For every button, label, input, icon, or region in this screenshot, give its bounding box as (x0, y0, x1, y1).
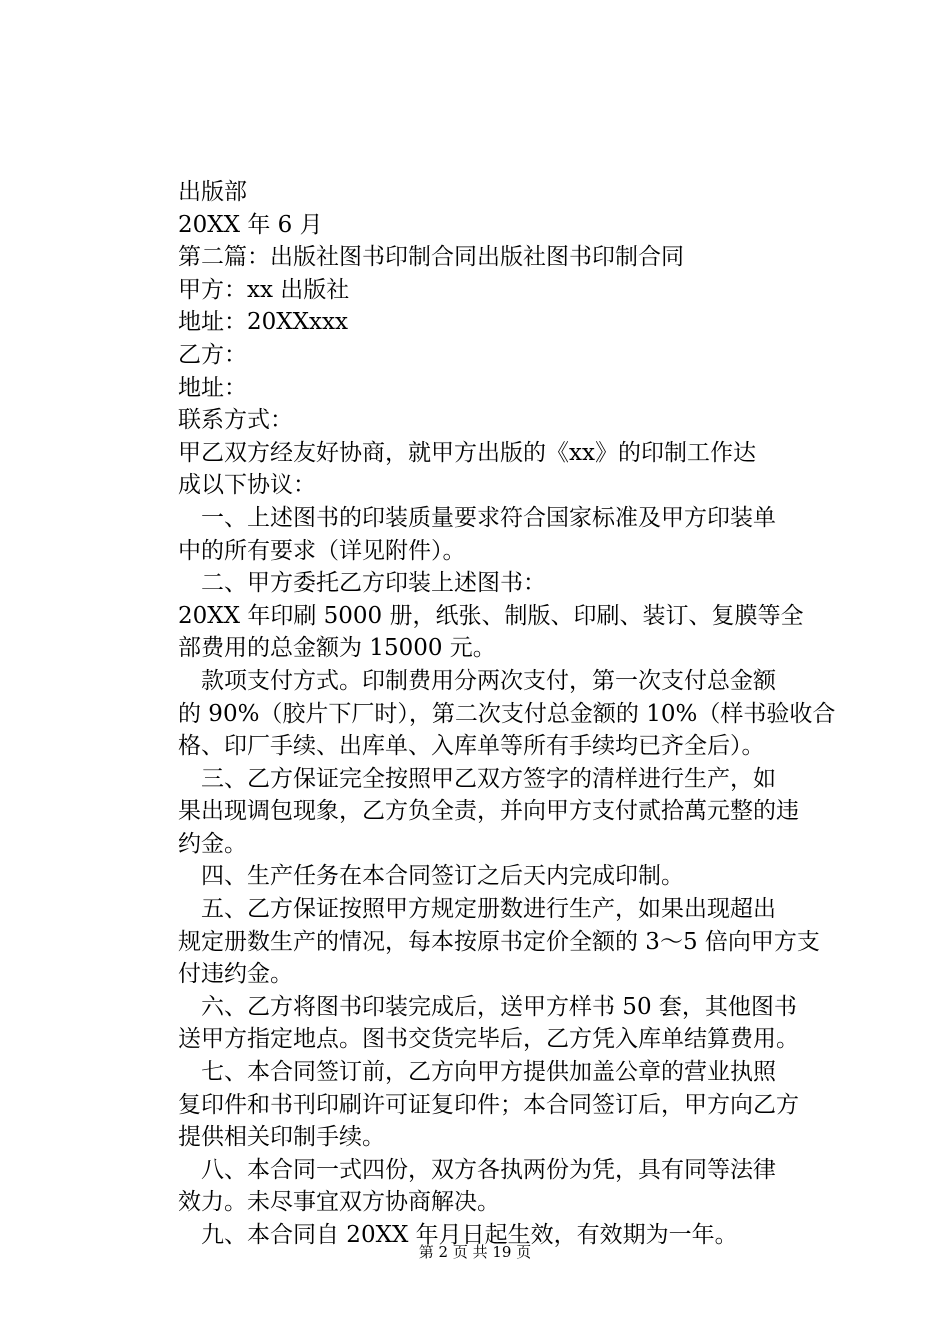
text-line: 成以下协议： (178, 472, 316, 499)
text-line: 格、印厂手续、出库单、入库单等所有手续均已齐全后）。 (178, 733, 765, 760)
text-line: 甲方：xx 出版社 (178, 276, 350, 303)
page-footer (0, 1242, 950, 1262)
text-line: 20XX 年 6 月 (178, 211, 323, 238)
clause-line: 七、本合同签订前，乙方向甲方提供加盖公章的营业执照 (178, 1059, 776, 1086)
text-line: 送甲方指定地点。图书交货完毕后，乙方凭入库单结算费用。 (178, 1026, 799, 1053)
clause-line: 九、本合同自 20XX 年月日起生效，有效期为一年。 (178, 1222, 738, 1248)
text-line: 规定册数生产的情况，每本按原书定价全额的 3～5 倍向甲方支 (178, 928, 820, 955)
clause-line: 款项支付方式。印制费用分两次支付，第一次支付总金额 (178, 667, 776, 694)
clause-line: 二、甲方委托乙方印装上述图书： (178, 570, 546, 597)
section-title: 第二篇：出版社图书印制合同出版社图书印制合同 (178, 244, 684, 271)
text-line: 部费用的总金额为 15000 元。 (178, 635, 496, 662)
text-line: 果出现调包现象，乙方负全责，并向甲方支付贰拾萬元整的违 (178, 798, 799, 825)
text-line: 地址： (178, 374, 247, 401)
text-line: 地址：20XXxxx (178, 309, 348, 336)
text-line: 提供相关印制手续。 (178, 1124, 385, 1151)
text-line: 效力。未尽事宜双方协商解决。 (178, 1189, 500, 1216)
document-body (178, 176, 838, 1252)
text-line: 出版部 (178, 179, 247, 205)
text-line: 联系方式： (178, 407, 293, 434)
clause-line: 一、上述图书的印装质量要求符合国家标准及甲方印装单 (178, 504, 776, 531)
text-line: 复印件和书刊印刷许可证复印件；本合同签订后，甲方向乙方 (178, 1091, 799, 1118)
clause-line: 三、乙方保证完全按照甲乙双方签字的清样进行生产，如 (178, 765, 776, 792)
text-line: 20XX 年印刷 5000 册，纸张、制版、印刷、装订、复膜等全 (178, 602, 804, 629)
clause-line: 八、本合同一式四份，双方各执两份为凭，具有同等法律 (178, 1156, 776, 1183)
text-line: 乙方： (178, 341, 247, 368)
clause-line: 四、生产任务在本合同签订之后天内完成印制。 (178, 863, 684, 890)
text-line: 的 90%（胶片下厂时），第二次支付总金额的 10%（样书验收合 (178, 700, 836, 727)
page-number-label: 第 2 页 共 19 页 (418, 1243, 532, 1261)
clause-line: 五、乙方保证按照甲方规定册数进行生产，如果出现超出 (178, 896, 776, 923)
text-line: 约金。 (178, 830, 247, 857)
text-line: 付违约金。 (178, 961, 293, 988)
clause-line: 六、乙方将图书印装完成后，送甲方样书 50 套，其他图书 (178, 993, 797, 1020)
text-line: 中的所有要求（详见附件）。 (178, 537, 466, 564)
text-line: 甲乙双方经友好协商，就甲方出版的《xx》的印制工作达 (178, 439, 756, 466)
